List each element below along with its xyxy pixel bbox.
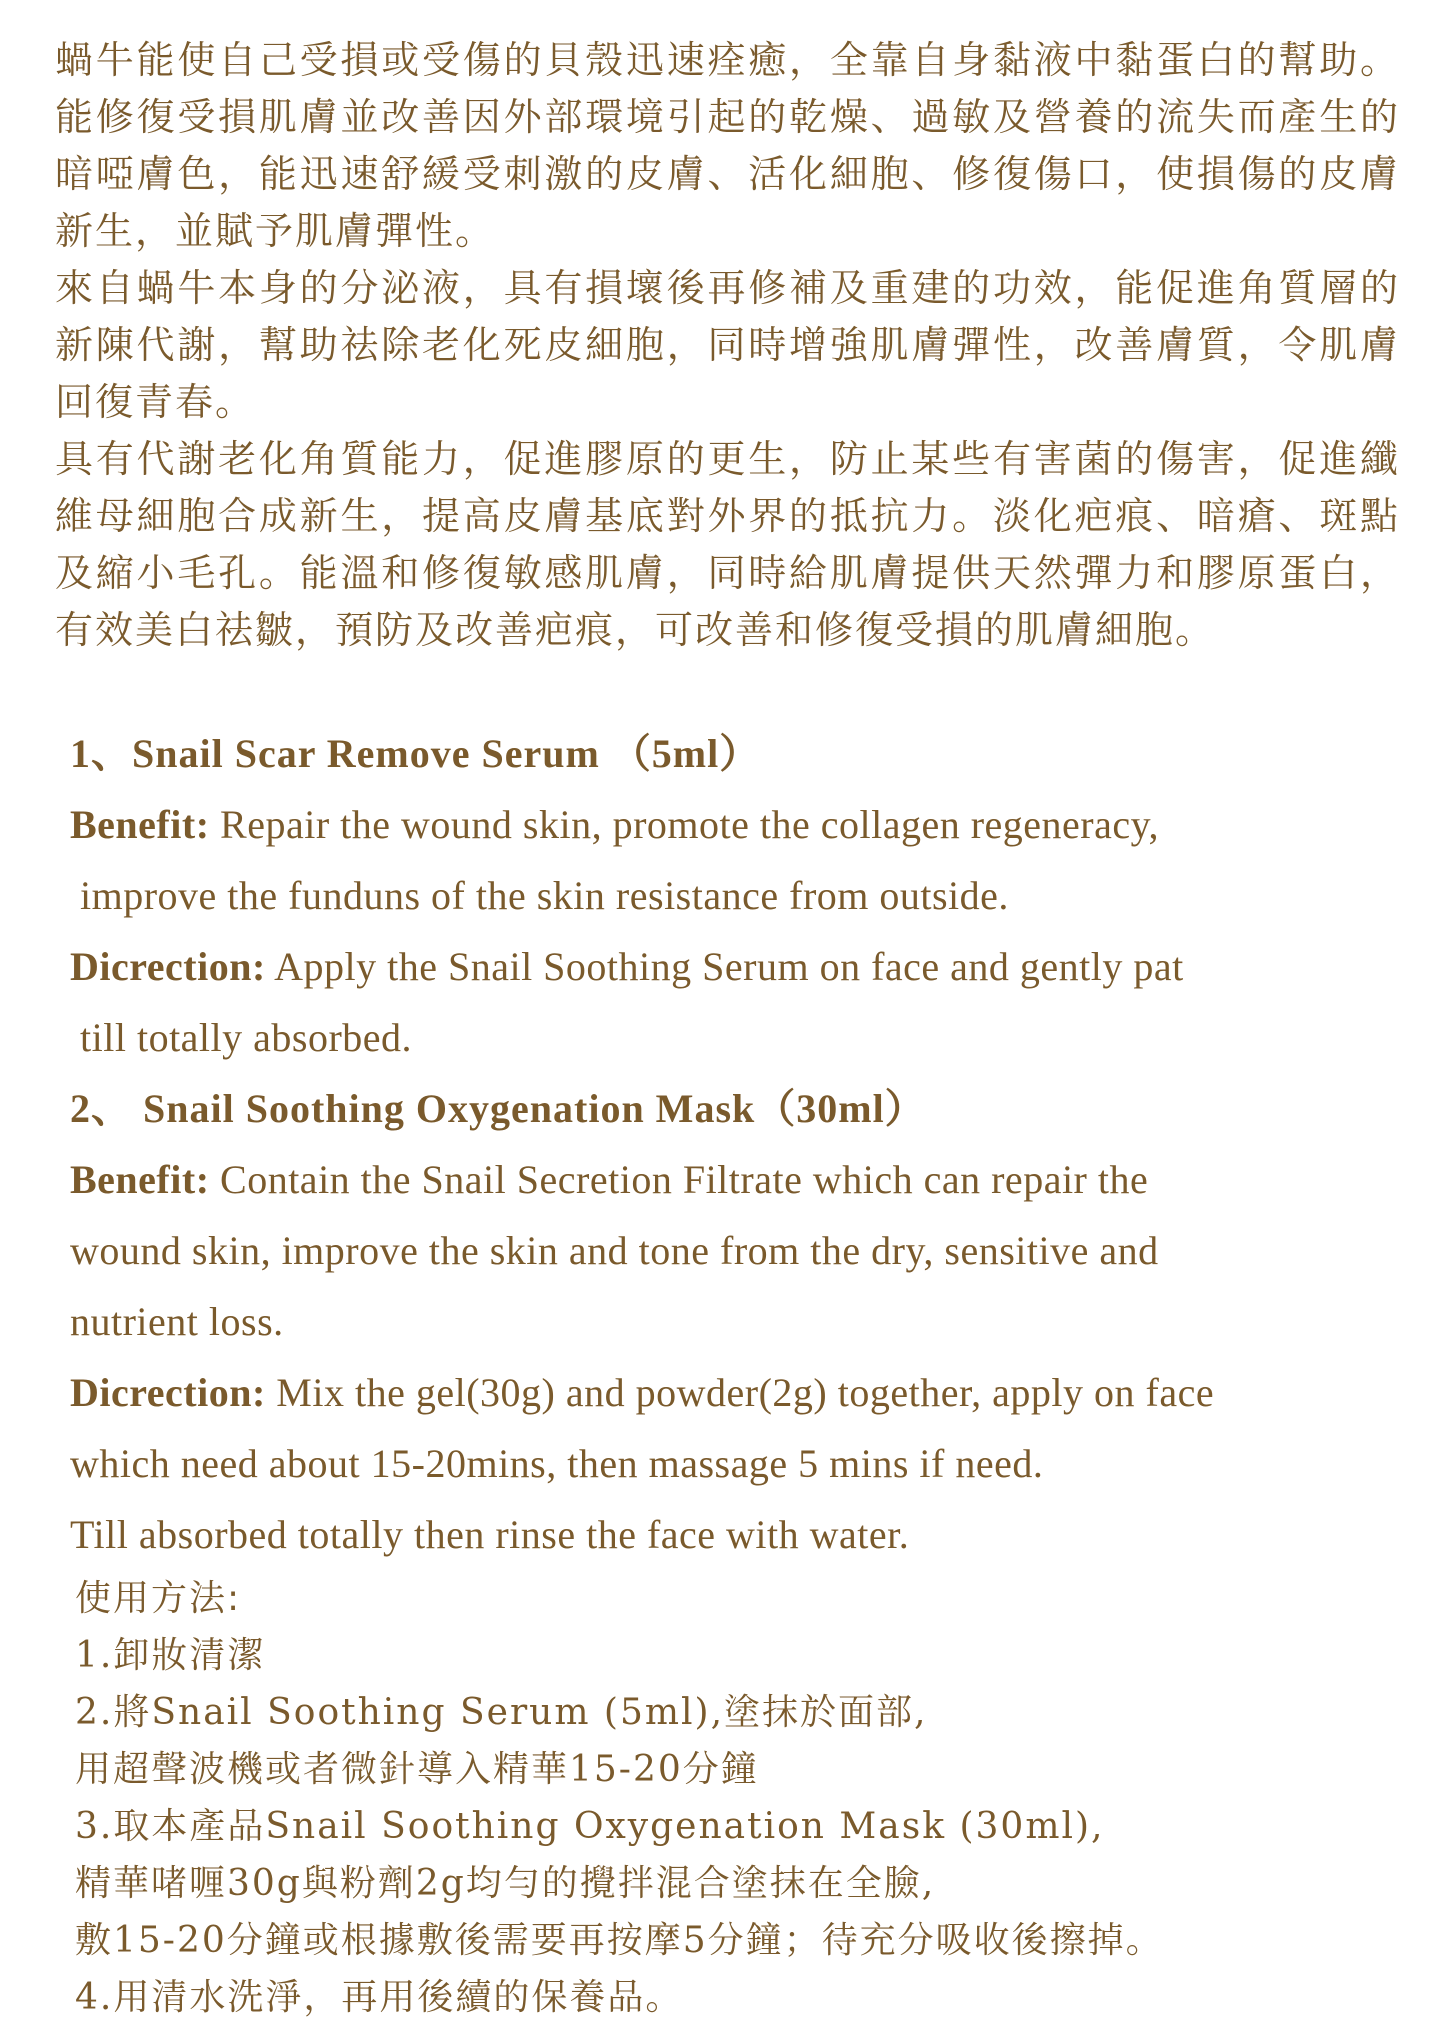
- direction-text: till totally absorbed.: [80, 1015, 413, 1060]
- usage-step: 3.取本產品Snail Soothing Oxygenation Mask (30ml),: [75, 1806, 1105, 1847]
- usage-step: 用超聲波機或者微針導入精華15-20分鐘: [75, 1749, 759, 1790]
- usage-step: 4.用清水洗淨，再用後續的保養品。: [75, 1977, 684, 2018]
- usage-step: 敷15-20分鐘或根據敷後需要再按摩5分鐘；待充分吸收後擦掉。: [75, 1920, 1164, 1961]
- direction-line: [70, 1357, 1390, 1428]
- usage-step: 精華啫喱30g與粉劑2g均勻的攪拌混合塗抹在全臉,: [75, 1863, 936, 1904]
- benefit-label: Benefit:: [70, 802, 210, 847]
- benefit-text: wound skin, improve the skin and tone from the dry, sensitive and: [70, 1228, 1159, 1273]
- benefit-text: Repair the wound skin, promote the collagen regeneracy,: [209, 802, 1160, 847]
- direction-label: Dicrection:: [70, 1370, 266, 1415]
- benefit-line: [70, 1144, 1390, 1215]
- direction-label: Dicrection:: [70, 944, 266, 989]
- chinese-intro: [55, 32, 1400, 659]
- direction-line: [70, 931, 1390, 1002]
- product-title: 1、Snail Scar Remove Serum （5ml）: [70, 731, 761, 776]
- intro-paragraph: 具有代謝老化角質能力，促進膠原的更生，防止某些有害菌的傷害，促進纖維母細胞合成新生，提高皮膚基底對外界的抵抗力。淡化疤痕、暗瘡、斑點及縮小毛孔。能溫和修復敏感肌膚，同時給肌膚提供天然彈力和膠原蛋白，有效美白祛皺，預防及改善疤痕，可改善和修復受損的肌膚細胞。: [55, 437, 1400, 652]
- benefit-text: nutrient loss.: [70, 1299, 284, 1344]
- intro-paragraph: 來自蝸牛本身的分泌液，具有損壞後再修補及重建的功效，能促進角質層的新陳代謝，幫助祛除老化死皮細胞，同時增強肌膚彈性，改善膚質，令肌膚回復青春。: [55, 266, 1400, 424]
- intro-paragraph: 蝸牛能使自己受損或受傷的貝殼迅速痊癒，全靠自身黏液中黏蛋白的幫助。能修復受損肌膚並改善因外部環境引起的乾燥、過敏及營養的流失而產生的暗啞膚色，能迅速舒緩受刺激的皮膚、活化細胞、修復傷口，使損傷的皮膚新生，並賦予肌膚彈性。: [55, 38, 1400, 253]
- direction-text: Apply the Snail Soothing Serum on face and gently pat: [265, 944, 1184, 989]
- usage-instructions: [75, 1570, 1395, 2026]
- benefit-line: [70, 789, 1390, 860]
- product-title: 2、 Snail Soothing Oxygenation Mask（30ml）: [70, 1086, 926, 1131]
- benefit-text: improve the funduns of the skin resistance from outside.: [80, 873, 1009, 918]
- usage-heading: 使用方法:: [75, 1578, 242, 1619]
- usage-step: 2.將Snail Soothing Serum (5ml),塗抹於面部,: [75, 1692, 928, 1733]
- english-product-section: [70, 718, 1390, 1570]
- direction-text: Till absorbed totally then rinse the face with water.: [70, 1512, 910, 1557]
- usage-step: 1.卸妝清潔: [75, 1635, 266, 1676]
- direction-text: which need about 15-20mins, then massage 5 mins if need.: [70, 1441, 1044, 1486]
- benefit-text: Contain the Snail Secretion Filtrate which can repair the: [209, 1157, 1149, 1202]
- benefit-label: Benefit:: [70, 1157, 210, 1202]
- direction-text: Mix the gel(30g) and powder(2g) together, apply on face: [265, 1370, 1215, 1415]
